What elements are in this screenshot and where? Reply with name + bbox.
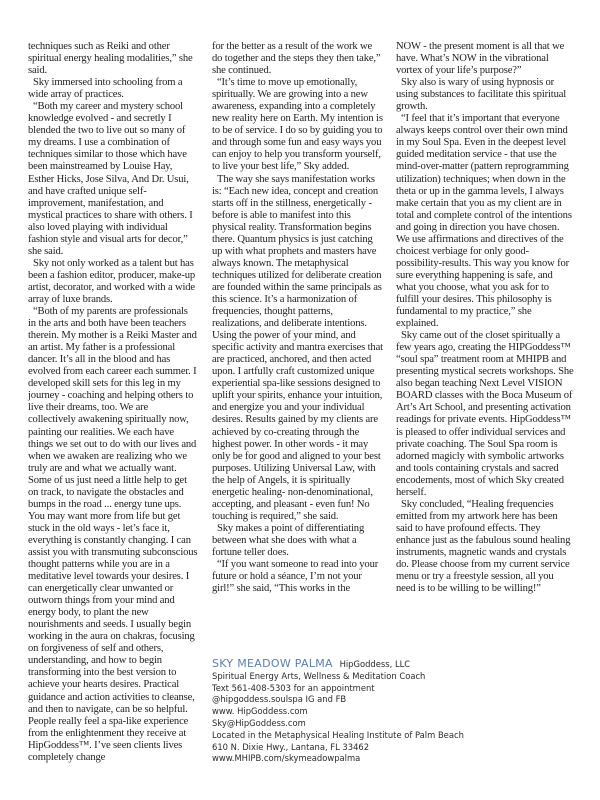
paragraph: techniques such as Reiki and other spiritual energy healing modalities,” she said. [28, 41, 193, 77]
contact-header [212, 658, 592, 671]
article-column-3 [396, 41, 574, 595]
paragraph: Sky makes a point of differentiating between what she does with what a fortune teller does. [212, 522, 365, 558]
paragraph: “Both my career and mystery school knowledge evolved - and secretly I blended the two to live out so many of my dreams. I use a combination of techniques similar to those which have been mainstreamed by Louise Hay, Esther Hicks, Jose Silva, And Dr. Usui, and have crafted unique self-improvement, manifestation, and mystical practices to share with others. I also loved playing with individual fashion style and visual arts for decor,” she said. [28, 101, 193, 257]
paragraph: NOW - the present moment is all that we have. What’s NOW in the vibrational vortex of your life’s purpose?” [396, 41, 565, 77]
paragraph: “If you want someone to read into your future or hold a séance, I’m not your girl!” she said, “This works in the [212, 559, 379, 595]
contact-profile-link[interactable]: www.MHIPB.com/skymeadowpalma [212, 753, 361, 764]
contact-company: HipGoddess, LLC [339, 659, 411, 669]
paragraph: “It’s time to move up emotionally, spiritually. We are growing into a new awareness, expanding into a completely new reality here on Earth. My intention is to be of service. I do so by guiding you to and through some fun and easy ways you can enjoy to help you transform yourself, to live your best life,” Sky added. [212, 77, 383, 173]
contact-website-link[interactable]: www. HipGoddess.com [212, 706, 308, 717]
paragraph: for the better as a result of the work we do together and the steps they then take,” she continued. [212, 41, 381, 77]
paragraph: The way she says manifestation works is: “Each new idea, concept and creation starts off in the stillness, energetically - before is able to manifest into this physical reality. Transformation begins there. Quantum physics is just catching up with what prophets and masters have always known. The metaphysical techniques utilized for deliberate creation are founded within the same principals as this science. It’s a harmonization of frequencies, thought patterns, realizations, and deliberate intentions. Using the power of your mind, and specific activity and mantra exercises that are practiced, anchored, and then acted upon. I artfully craft customized unique experiential spa-like sessions designed to uplift your spirits, enhance your intuition, and energize you and your individual desires. Results gained by my clients are achieved by co-creating through the highest power. In other words - it may only be for good and aligned to your best purposes. Utilizing Universal Law, with the help of Angels, it is spiritually energetic healing- non-denominational, accepting, and pleasant - even fun! No touching is required,” she said. [212, 173, 383, 522]
paragraph: Sky came out of the closet spiritually a few years ago, creating the HIPGoddess™ “soul spa” treatment room at MHIPB and presenting mystical secrets workshops. She also began teaching Next Level VISION BOARD classes with the Boca Museum of Art’s Art School, and presenting activation readings for private events. HipGoddess™ is pleased to offer individual services and private coaching. The Soul Spa room is adorned magicly with symbolic artworks and tools containing crystals and sacred encodements, most of which Sky created herself. [396, 330, 574, 498]
paragraph: Sky concluded, “Healing frequencies emitted from my artwork here has been said to have profound effects. They enhance just as the fabulous sound healing instruments, magnetic wands and crystals do. Please choose from my current service menu or try a freestyle session, all you need is to be willing to be willing!” [396, 498, 571, 595]
paragraph: Sky not only worked as a talent but has been a fashion editor, producer, make-up artist, decorator, and worked with a wide array of luxe brands. [28, 257, 195, 305]
article-column-2 [212, 41, 384, 595]
paragraph: Sky also is wary of using hypnosis or using substances to facilitate this spiritual growth. [396, 77, 567, 113]
paragraph: “I feel that it’s important that everyone always keeps control over their own mind in my Soul Spa. Even in the deepest level guided meditation service - that use the mind-over-matter (pattern reprogramming utilization) techniques; when down in the theta or up in the gamma levels, I always make certain that you as my client are in total and complete control of the intentions and going in direction you have chosen. We use affirmations and directives of the choicest verbiage for only good-possibility-results. This way you know for sure everything happening is safe, and what you choose, what you ask for to fulfill your desires. This philosophy is fundamental to my practice,” she explained. [396, 113, 572, 330]
paragraph: “Both of my parents are professionals in the arts and both have been teachers therein. My mother is a Reiki Master and an artist. My father is a professional dancer. It’s all in the blood and has evolved from each career each summer. I developed skill sets for this leg in my journey - coaching and helping others to live their dreams, too. We are collectively awakening spiritually now, painting our realities. We each have things we set out to do with our lives and when we awaken are realizing who we truly are and what we actually want. Some of us just need a little help to get on track, to navigate the obstacles and bumps in the road ... energy tune ups. You may want more from life but get stuck in the old ways - let’s face it, everything is constantly changing. I can assist you with transmuting subconscious thought patterns while you are in a meditative level towards your desires. I can energetically clear unwanted or outworn things from your mind and energy body, to plant the new nourishments and seeds. I usually begin working in the aura on chakras, focusing on forgiveness of self and others, understanding, and how to begin transforming into the best version to achieve your hearts desires. Practical guidance and action activities to cleanse, and then to navigate, can be so helpful. People really feel a spa-like experience from the enlightenment they receive at HipGoddess™. I’ve seen clients lives completely change [28, 306, 198, 763]
contact-social: @hipgoddess.soulspa IG and FB [212, 694, 347, 705]
contact-name: SKY MEADOW PALMA [212, 657, 333, 670]
contact-phone: Text 561-408-5303 for an appointment [212, 682, 375, 693]
contact-block [212, 658, 592, 765]
contact-address: 610 N. Dixie Hwy., Lantana, FL 33462 [212, 741, 370, 752]
article-column-1 [28, 41, 198, 764]
contact-email-link[interactable]: Sky@HipGoddess.com [212, 717, 306, 728]
paragraph: Sky immersed into schooling from a wide array of practices. [28, 77, 183, 101]
contact-location: Located in the Metaphysical Healing Institute of Palm Beach [212, 729, 464, 740]
contact-title: Spiritual Energy Arts, Wellness & Meditation Coach [212, 670, 426, 681]
